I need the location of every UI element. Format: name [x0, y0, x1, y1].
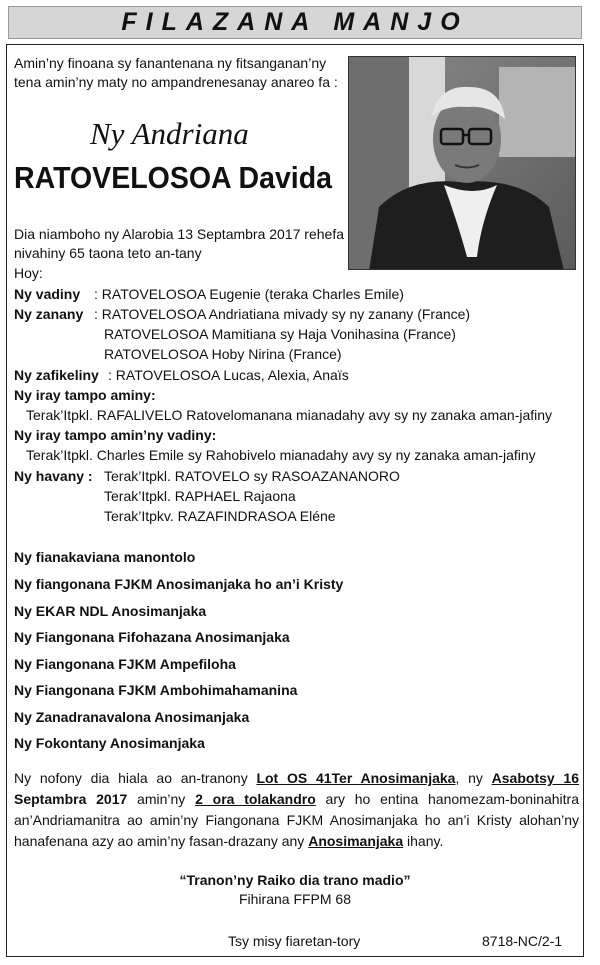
siblings-label: Ny iray tampo aminy:	[14, 387, 156, 403]
honorific: Ny Andriana	[90, 116, 249, 151]
organization-item: Ny fiangonana FJKM Anosimanjaka ho an’i Kristy	[14, 576, 344, 592]
burial-day: Asabotsy 16	[491, 770, 580, 786]
burial-date: Septambra 2017	[14, 791, 128, 807]
organization-item: Ny Fiangonana FJKM Ampefiloha	[14, 656, 236, 672]
hymn-reference: Fihirana FFPM 68	[238, 891, 352, 907]
spouse-siblings-value: Terak’Itpkl. Charles Emile sy Rahobivelo mianadahy avy sy ny zanaka aman-jafiny	[26, 447, 536, 463]
burial-paragraph	[14, 768, 579, 852]
death-info-line-3: Hoy:	[14, 265, 43, 281]
children-value-1: : RATOVELOSOA Andriatiana mivady sy ny zanany (France)	[94, 306, 471, 322]
organization-item: Ny Zanadranavalona Anosimanjaka	[14, 709, 250, 725]
burial-text: ihany.	[403, 833, 444, 849]
relatives-label: Ny havany :	[14, 468, 93, 484]
intro-line-1: Amin’ny finoana sy fanantenana ny fitsanganan’ny	[14, 55, 327, 71]
reference-code: 8718-NC/2-1	[482, 933, 563, 949]
organization-item: Ny Fokontany Anosimanjaka	[14, 735, 205, 751]
deceased-name: RATOVELOSOA Davida	[14, 160, 333, 195]
burial-text: amin’ny	[127, 791, 196, 807]
relatives-value-2: Terak’Itpkl. RAPHAEL Rajaona	[104, 488, 296, 504]
relatives-value-1: Terak’Itpkl. RATOVELO sy RASOAZANANORO	[104, 468, 400, 484]
burial-location: Lot OS 41Ter Anosimanjaka	[256, 770, 456, 786]
deceased-photo	[348, 56, 576, 270]
siblings-value: Terak’Itpkl. RAFALIVELO Ratovelomanana mianadahy avy sy ny zanaka aman-jafiny	[26, 407, 553, 423]
children-value-2: RATOVELOSOA Mamitiana sy Haja Vonihasina (France)	[104, 326, 456, 342]
burial-time: 2 ora tolakandro	[195, 791, 316, 807]
burial-place: Anosimanjaka	[308, 833, 404, 849]
organization-item: Ny fianakaviana manontolo	[14, 549, 196, 565]
grandchildren-value: : RATOVELOSOA Lucas, Alexia, Anaïs	[108, 367, 349, 383]
children-label: Ny zanany	[14, 306, 84, 322]
spouse-label: Ny vadiny	[14, 286, 81, 302]
intro-line-2: tena amin’ny maty no ampandrenesanay anareo fa :	[14, 74, 338, 90]
death-info-line-1: Dia niamboho ny Alarobia 13 Septambra 2017 rehefa	[14, 226, 344, 242]
closing-quote: “Tranon’ny Raiko dia trano madio”	[179, 872, 411, 888]
announcement-header	[8, 6, 582, 39]
death-info-line-2: nivahiny 65 taona teto an-tany	[14, 245, 202, 261]
spouse-siblings-label: Ny iray tampo amin’ny vadiny:	[14, 427, 217, 443]
organization-item: Ny Fiangonana Fifohazana Anosimanjaka	[14, 629, 290, 645]
organization-item: Ny Fiangonana FJKM Ambohimahamanina	[14, 682, 298, 698]
burial-text: ary ho entina hanomezam-boninahitra an’Andriamanitra ao amin’ny Fiangonana FJKM Anosimanjaka ho an’i Kristy alohan’ny hanafenana azy ao amin’ny fasan-drazany any	[14, 791, 579, 849]
footer-note: Tsy misy fiaretan-tory	[228, 933, 361, 949]
relatives-value-3: Terak’Itpkv. RAZAFINDRASOA Eléne	[104, 508, 336, 524]
spouse-value: : RATOVELOSOA Eugenie (teraka Charles Emile)	[94, 286, 404, 302]
announcement-title: FILAZANA MANJO	[121, 8, 469, 36]
grandchildren-label: Ny zafikeliny	[14, 367, 99, 383]
organization-item: Ny EKAR NDL Anosimanjaka	[14, 603, 207, 619]
burial-text: , ny	[455, 770, 492, 786]
children-value-3: RATOVELOSOA Hoby Nirina (France)	[104, 346, 342, 362]
burial-text: Ny nofony dia hiala ao an-tranony	[14, 770, 257, 786]
